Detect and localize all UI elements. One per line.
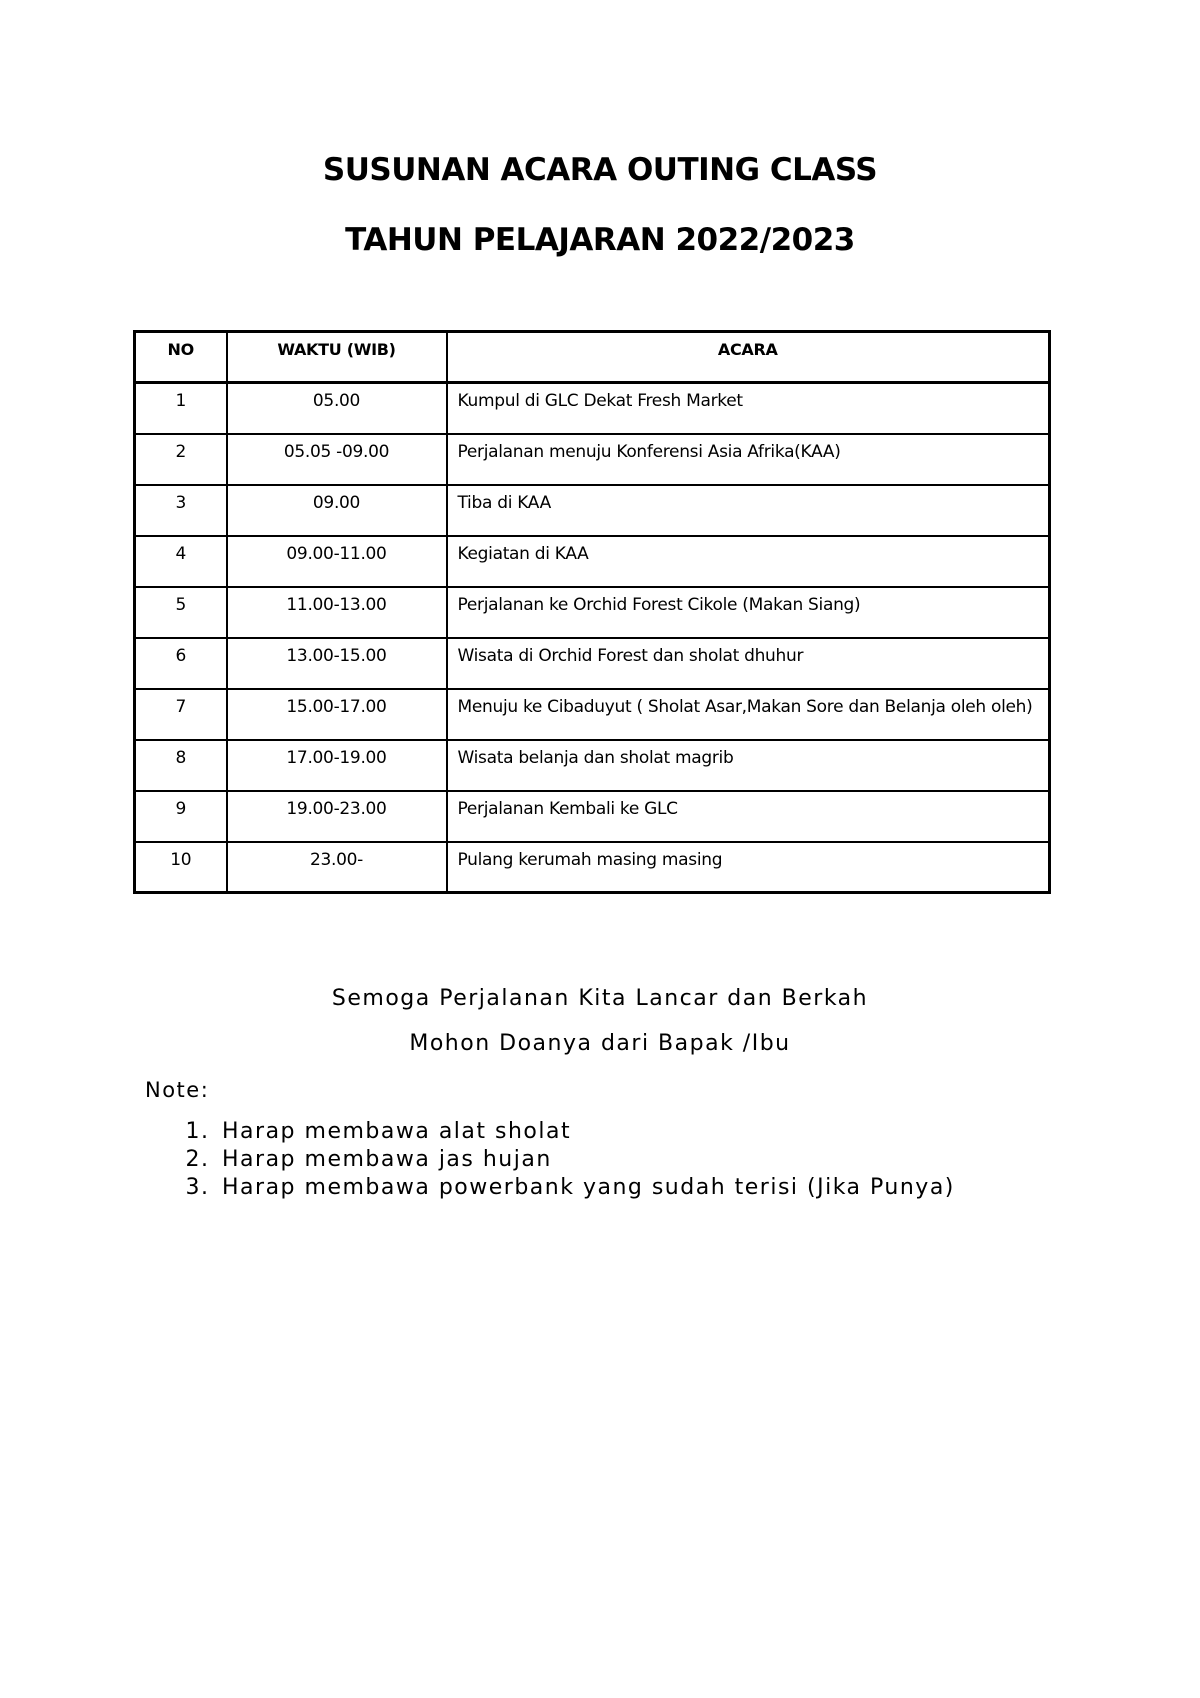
row-number: 3 [135,485,227,536]
row-time: 05.00 [227,383,447,434]
row-activity: Kegiatan di KAA [447,536,1050,587]
note-label: Note: [145,1078,210,1102]
row-number: 9 [135,791,227,842]
note-item: 2. Harap membawa jas hujan [218,1146,1118,1174]
closing-wish: Semoga Perjalanan Kita Lancar dan Berkah [331,986,869,1011]
table-row [135,689,1050,740]
schedule-body [135,383,1050,893]
row-activity: Menuju ke Cibaduyut ( Sholat Asar,Makan Sore dan Belanja oleh oleh) [447,689,1050,740]
table-row [135,842,1050,893]
row-activity: Tiba di KAA [447,485,1050,536]
row-number: 6 [135,638,227,689]
table-row [135,383,1050,434]
header-activity: ACARA [447,332,1050,383]
row-activity: Perjalanan ke Orchid Forest Cikole (Makan Siang) [447,587,1050,638]
row-time: 15.00-17.00 [227,689,447,740]
row-activity: Perjalanan Kembali ke GLC [447,791,1050,842]
row-number: 1 [135,383,227,434]
row-time: 09.00-11.00 [227,536,447,587]
row-time: 13.00-15.00 [227,638,447,689]
note-item: 1. Harap membawa alat sholat [218,1118,1118,1146]
notes-list [180,1118,1118,1202]
row-number: 4 [135,536,227,587]
row-number: 7 [135,689,227,740]
table-row [135,587,1050,638]
row-number: 5 [135,587,227,638]
note-item: 3. Harap membawa powerbank yang sudah terisi (Jika Punya) [218,1174,1118,1202]
table-row [135,485,1050,536]
row-time: 19.00-23.00 [227,791,447,842]
closing-request: Mohon Doanya dari Bapak /Ibu [409,1031,791,1056]
row-time: 09.00 [227,485,447,536]
row-activity: Perjalanan menuju Konferensi Asia Afrika(KAA) [447,434,1050,485]
table-row [135,791,1050,842]
schedule-table [133,330,1051,894]
row-activity: Wisata di Orchid Forest dan sholat dhuhur [447,638,1050,689]
row-activity: Wisata belanja dan sholat magrib [447,740,1050,791]
table-row [135,536,1050,587]
row-number: 10 [135,842,227,893]
header-time: WAKTU (WIB) [227,332,447,383]
table-row [135,638,1050,689]
row-time: 11.00-13.00 [227,587,447,638]
document-title: SUSUNAN ACARA OUTING CLASS [322,152,878,188]
row-activity: Pulang kerumah masing masing [447,842,1050,893]
header-no: NO [135,332,227,383]
document-subtitle: TAHUN PELAJARAN 2022/2023 [345,222,855,258]
row-time: 17.00-19.00 [227,740,447,791]
row-number: 2 [135,434,227,485]
row-number: 8 [135,740,227,791]
row-activity: Kumpul di GLC Dekat Fresh Market [447,383,1050,434]
table-row [135,740,1050,791]
table-row [135,434,1050,485]
row-time: 23.00- [227,842,447,893]
table-header-row [135,332,1050,383]
row-time: 05.05 -09.00 [227,434,447,485]
